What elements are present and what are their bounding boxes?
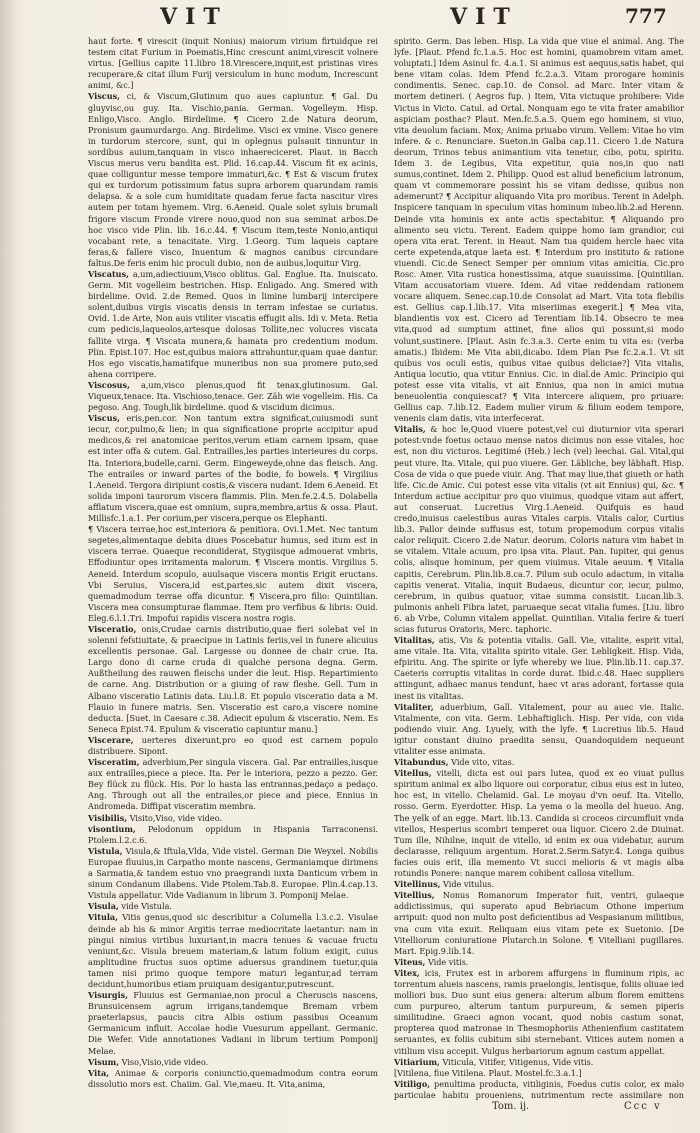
entry-headword: Vitiligo, (394, 1078, 431, 1089)
dictionary-entry (88, 846, 378, 901)
dictionary-entry (394, 1079, 684, 1100)
entry-headword: Viscus, (88, 91, 120, 102)
dictionary-entry (88, 91, 378, 269)
page-footer (0, 1101, 700, 1127)
entry-headword: Viscerare, (88, 734, 134, 745)
dictionary-entry (88, 413, 378, 524)
catchword: Ccc v (624, 1101, 662, 1112)
dictionary-entry (394, 36, 684, 424)
entry-headword: Vitabundus, (394, 757, 449, 768)
dictionary-entry (88, 1057, 378, 1068)
entry-headword: Visurgis, (88, 990, 129, 1001)
dictionary-entry (394, 424, 684, 635)
entry-text: Vide vitulus. (443, 879, 495, 890)
dictionary-entry (394, 957, 684, 968)
entry-headword: Vitalis, (394, 424, 426, 435)
entry-headword: Vitula, (88, 912, 118, 923)
entry-headword: Vitellus, (394, 768, 432, 779)
dictionary-entry (88, 901, 378, 912)
dictionary-entry (88, 269, 378, 380)
entry-headword: Viteus, (394, 956, 426, 967)
dictionary-entry (88, 1068, 378, 1090)
entry-text: Viso,Visio,vide video. (121, 1056, 209, 1067)
entry-text: Animae & corporis coniunctio,quemadmodum contra eorum dissolutio mors est. Chaiim. Gal. Vie,maeu. It. Vita,anima, (88, 1067, 378, 1089)
entry-headword: Visula, (88, 901, 119, 912)
entry-headword: Visceratio, (88, 623, 137, 634)
entry-text: Visula,& Iftula,Vlda, Vide vistel. German Die Weyxel. Nobilis Europae fluuius,in Carpatho monte nascens, Germaniamque dirimens a Sarmatia,& tandem estuo vno praegrandi iuxta Danticum vrbem in sinum Condanum illabens. Vide Ptolem.Tab.8. Europae. Plin.4.cap.13. Vistula appellatur. Vide Vadianum in librum 3. Pomponij Melae. (88, 845, 378, 901)
entry-text: spirito. Germ. Das leben. Hisp. La vida que viue el animal. Ang. The lyfe. [Plaut. Pfend fc.1.a.5. Hoc est homini, quamobrem vitam amet. voluptati.] Idem Asinul fc. 4.a.1. Si animus est aequus,satis habet, qui bene vitam colas. Idem Pfend fc.2.a.3. Vitam prorogare hominis condimentis. Senec. cap.10. de Consol. ad Marc. Inter vitam & mortem detineri. ( Aegros fup. ) Item, Vita victuque prohibere: Vide Victus in Victo. Catul. ad Ortal. Nonquam ego te vita frater amabilior aspiciam posthac? Plaut. Men.fc.5.a.5. Quem ego hominem, si viuo, vita deuolum faciam. Mox; Anima priuabo virum. Vellem: Vitae ho vim infere. & c. Renunciare. Sueton.in Galba cap.11. Cicero 1.de Natura deorum, Trinos tebus animantium vita tenetur, cibo, potu, spiritu. Idem 3. de Legibus, Vita expetitur, quia nos,in quo nati sumus,continet. Idem 2. Philipp. Quod est aliud beneficium latronum, quam vt commemorare possint his se vitam dedisse, quibus non ademerunt? ¶ Accipitur aliquando Vita pro moribus. Terent in Adelph. Inspicere tanquam in speculum vitas hominum iubeo.lib.2.ad Herenn. Deinde vita hominis ex ante actis spectabitur. ¶ Aliquando pro alimento seu victu. Terent. Eadem quippe homo iam grandior, cui opera vita erat. Terent. in Heaut. Nam tua quidem hercle haec vita certe expetenda,atque laeta est. ¶ Interdum pro instituto & ratione viuendi. Cic.de Senect Semper per omnium vitas amicitia. Cic.pro Rosc. Amer. Vita rustica honestissima, atque suauissima. [Quintilian. Vitam accusatoriam viuere. Idem. Ad vitae reddendam rationem vocare aliquem. Senec.cap.10.de Consolat ad Mart. Vita tota flebilis est. Gellius cap.1.lib.17. Vita miseriimas exegerit.] ¶ Mea vita, blandientis vox est. Cicero ad Terentiam lib.14. Obsecro te mea vita,quod ad sumptum attinet, fine alios qui possunt,si modo volunt,sustinere. [Plaut. Asin fc.3.a.3. Certe enim tu vita es: (verba amatis.) Ibidem: Me Vita abii,dicabo. Idem Plan Pse fc.2.a.1. Vt sit quibus vos oculi estis, quibus vitae quibus deliciae?] Vita vitalis, Antiqua locutio, qua vtitur Ennius. Cic. in dial.de Amic. Principio qui potest esse vita vitalis, vt ait Ennius, qua non in amici mutua beneuolentia conquiescat? ¶ Vita intercere aliquem, pro priuare: Gellius cap. 7.lib.12. Eadem mulier virum & filium eodem tempore, venenis clam datis, vita interfecerat. (394, 36, 684, 424)
dictionary-entry (394, 635, 684, 702)
entry-headword: Vistula, (88, 845, 123, 856)
entry-headword: Visibilis, (88, 812, 128, 823)
entry-headword: Vitellinus, (394, 879, 441, 890)
dictionary-entry (394, 890, 684, 957)
dictionary-entry (88, 380, 378, 413)
dictionary-entry (394, 1068, 684, 1079)
entry-text: ¶ Viscera terrae,hoc est,interiora & penitiora. Ovi.1.Met. Nec tantum segetes,alimentaque debita diues Poscebatur humus, sed itum est in viscera terrae. Quaeque recondiderat, Stygiisque admouerat vmbris, Effodiuntur opes irritamenta malorum. ¶ Viscera montis. Virgilius 5. Aeneid. Interdum scopulo, auulsaque viscera montis Erigit eructans. Vbi Seruius, Viscera,id est,partes,sic autem dixit viscera, quemadmodum terrae offa dicuntur. ¶ Viscera,pro filio: Quintilian. Viscera mea consumpturae flammae. Item pro verfibus & libris: Ouid. Eleg.6.l.1.Tri. Impofui rapidis viscera nostra rogis. (88, 524, 378, 623)
dictionary-entry (394, 702, 684, 757)
entry-text: ci, & Viscum,Glutinum quo aues capiuntur. ¶ Gal. Du gluyvisc,ou guy. Ita. Vischio,pania. German. Vogelleym. Hisp. Enligo,Visco. Anglo. Birdelime. ¶ Cicero 2.de Natura deorum, Pronisum gaumurdargo. Ang. Birdelime. Visci ex vmine. Visco genere in turdorum stercore, sunt, qui in oplegnus pulsauit tinnuntur in sordibus auium,tanquam in visco inhaereciceret. Plaut. in Bacch Viscus merus veru bandita est. Plid. 16.cap.44. Viscum fit ex acinis, quae colliguntur messe tempore immaturi,&c. ¶ Est & viscum frutex qui ex turdorum potissimum fatus supra arborem quarundam ramis delapsa. & a sole cum humiditate quadam ferue facta nascitur vires autem per totam hyemem. Virg. 6.Aeneid. Quale solet syluis brumali frigore viscum Fronde virere nouo,quod non sua seminat arbos.De hoc visco vide Plin. lib. 16.c.44. ¶ Viscum item,teste Nonio,antiqui vocabant rete, a tenacitate. Virg. 1.Georg. Tum laqueis captare feras,& fallere visco, Inuentum & magnos canibus circundare faltus.De feris enim hic proculi dubio, non de auibus,loquitur Virg. (88, 91, 378, 268)
entry-headword: Viscus, (88, 413, 120, 424)
page-gutter-shadow (0, 0, 18, 1133)
entry-text: vitelli, dicta est oui pars lutea, quod ex eo viuat pullus spiritum animal ex albo liquore oui corporatur, cibus eius est in luteo, hoc est, in vitello. Chelamid. Gal. Le moyau d'vn oeuf. Ita. Vitello, rosso. Germ. Eyerdotter. Hisp. La yema o la meolla del hueuo. Ang. The yelk of an egge. Mart. lib.13. Candida si croceos circumfluit vnda vitellos, Hesperius scombri temperet oua liquor. Cicero 2.de Diuinat. Tum ille, Nihilne, inquit de vitello, id enim ex oua videbatur, aurum declarasse, reliquum argentum. Horat.2.Serm.Satyr.4. Longa quibus facies ouis erit, illa memento Vt succi melioris & vt magis alba rotundis Ponere: nanque marem cohibent callosa vitellum. (394, 768, 684, 879)
entry-headword: visontium, (88, 823, 136, 834)
entry-text: & hoc le,Quod viuere potest,vel cui diuturnior vita sperari potest:vnde foetus octauo mense natos dicimus non esse vitales, hoc est, non diu victuros. Legitimé (Heb.) lech (vel) leechai. Gal. Vital,qui peut viure. Ita. Vitale, qui puo viuere. Ger. Läbliche, bey läbhaft. Hisp. Cosa de vida o que puede viuir. Ang. That may liue,that giueth or hath life. Cic.de Amic. Cui potest esse vita vitalis (vt ait Ennius) qui, &c. ¶ Interdum actiue accipitur pro quo viuimus, quodque vitam aut affert, aut conseruat. Lucretius Virg.1.Aeneid. Quifquis es haud credo,inuisus caelestibus auras Vitales carpis. Vitalis calor, Curtius lib.3. Pallor deinde suffusus est, totum propemodum corpus vitalis calor reliquit. Cicero 2.de Natur. deorum. Coloris natura vim habet in se vitalem. Vitale acuum, pro ipsa vita. Plaut. Pan. Iupiter, qui genus colis, alisque hominum, per quem viuimus. Vitale aeuum. ¶ Vitalia capitis, Cerebrum. Plin.lib.8.ca.7. Pilum sub oculo adactum, in vitalia capitis venerat. Vitalia, inquit Budaeus, dicuntur cor, iecur, pulmo, cerebrum, in quibus quatuor, vitae summa consistit. Lucan.lib.3. pulmonis anheli Fibra latet, paruaeque secat vitalia fumes. [Liu. libro 6. ab Vrbe, Column vitalem appellat. Quintilian. Vitalia ferire & tueri scias futurus Oratoris, Merc. taphoric. (394, 424, 684, 634)
dictionary-entry (394, 968, 684, 1057)
entry-text: Vitis genus,quod sic describitur a Columella l.3.c.2. Visulae deinde ab his & minor Argitis terrae mediocritate laetantur: nam in pingui nimius virtibus luxuriant,in macra tenues & vacuae fructu veniunt,&c. Visula breuem materiam,& latum folium exigit, cuius amplitudine fructus suos optime aduersus grandinem tuetur,quia tamen nisi primo quoque tempore maturi legantur,ad terram decidunt,humoribus etiam pruiquam desigantur,putrescunt. (88, 912, 378, 989)
entry-text: eris,pen.cor. Non tantum extra significat,cuiusmodi sunt iecur, cor,pulmo,& lien; in qua significatione proprie accipitur apud medicos,& rei anatomicae peritos,verum etiam carnem ipsam, quae est inter offa & cutem. Gal. Entrailles,les parties interieures du corps. Ita. Interiora,budelle,carni. Germ. Eingeweyde,ohne das fleisch. Ang. The entrailes or inward partes of the bodie, fo bowels. ¶ Virgilius 1.Aeneid. Tergora diripiunt costis,& viscera nudant. Idem 6.Aeneid. Et solida imponi taurorum viscera flammis. Plin. Men.fe.2.4.5. Dolabella afflatum viscera,quae est omnium, supra,membra,artus & ossa. Plaut. Millisfc.1.a.1. Per corium,per viscera,perque os Elephanti. (88, 413, 378, 524)
entry-text: Fluuius est Germaniae,non procul a Cheruscis nascens, Brunsuicensem agrum irrigans,tandemque Bremam vrbem praeterlapsus, paucis citra Albis ostium passibus Oceanum Germanicum influit. Accolae hodie Vuesurum appellant. Germanic. Die Wefer. Vide annotationes Vadiani in librum tertium Pomponij Melae. (88, 990, 378, 1056)
entry-headword: Visum, (88, 1056, 120, 1067)
entry-text: penultima producta, vitiliginis, Foedus cutis color, ex malo particulae habitu proueniens, nutrimentum recte assimilare non (394, 1078, 684, 1100)
dictionary-entry (88, 813, 378, 824)
entry-text: aduerbium, Gall. Vitalement, pour au auec vie. Italic. Vitalmente, con vita. Germ. Lebhaftiglich. Hisp. Per vida, con vida podiendo viuir. Ang. Lyuely, with the lyfe. ¶ Lucretius lib.5. Haud igitur constant diuino praedita sensu, Quandoquidem nequeunt vitaliter esse animata. (394, 701, 684, 756)
dictionary-entry (88, 824, 378, 846)
entry-text: atis, Vis & potentia vitalis. Gall. Vie, vitalite, esprit vital, ame vitale. Ita. Vita, vitalita spirito vitale. Ger. Lebligkeit. Hisp. Vida, efpiritu. Ang. The spirite or lyfe whereby we liue. Plin.lib.11. cap.37. Caeteris corruptis vitalitas in corde durat. Ibid.c.48. Haec suppliers attingunt, adhaec manus tendunt, haec vt aras adorant, fortasse quia inest iis vitalitas. (394, 635, 684, 701)
entry-headword: Vitaliter, (394, 701, 434, 712)
entry-text: icis, Frutex est in arborem affurgens in fluminum ripis, ac torrentum alueis nascens, ramis praelongis, lentisque, foliis oliuae ied molliori bus. Duo sunt eius genera: alterum album florem emittens cum purpureo, alterum tantum purpureum, & semen piperis similitudine. Graeci agnon vocant, quod nobis castum sonat, propterea quod matronae in Thesmophoriis Athenienfium castitatem seruantes, ex foliis cubitum sibi sternebant. Vitices autem nomen a vitilium visu accepit. Vulgus herbariorum agnum castum appellat. (394, 967, 684, 1056)
dictionary-entry (394, 879, 684, 890)
dictionary-entry (88, 735, 378, 757)
entry-headword: Vitiarium, (394, 1056, 440, 1067)
right-column (394, 36, 684, 1100)
entry-headword: Viscatus, (88, 268, 129, 279)
dictionary-entry (394, 768, 684, 879)
dictionary-entry (88, 990, 378, 1057)
entry-headword: Viscosus, (88, 379, 130, 390)
entry-text: haut forte. ¶ virescit (inquit Nonius) maiorum virium firtuidque rei testem citat Furium in Poematis,Hinc crescunt animi,virescit volnere virtus. [Gellius capite 11.libro 18.Virescere,inquit,est pristinas vires recuperare,& citat illum Furij versiculum in hunc modum, Increscunt animi, &c.] (88, 36, 378, 91)
entry-text: Pelodonum oppidum in Hispania Tarraconensi. Ptolem.l.2.c.6. (88, 823, 378, 845)
entry-text: uerteres dixerunt,pro eo quod est carnem populo distribuere. Sipont. (88, 734, 378, 756)
dictionary-entry (88, 624, 378, 735)
entry-headword: Vita, (88, 1067, 110, 1078)
page-number: 777 (625, 4, 667, 28)
entry-text: Vide vito, vitas. (451, 757, 515, 768)
left-column (88, 36, 378, 1100)
running-head (0, 4, 700, 34)
entry-headword: Visceratim, (88, 757, 140, 768)
entry-headword: Vitalitas, (394, 635, 435, 646)
entry-text: adverbium,Per singula viscera. Gal. Par entrailles,iusque aux entrailles,piece a piece. Ita. Per le interiora, pezzo a pezzo. Ger. Bey flück zu flück. His. Por lo hasta las entrannas,pedaço a pedaço. Ang. Through out all the entrailes,or piece and piece. Ennius in Andromeda. Diffipat visceratim membra. (88, 757, 378, 812)
dictionary-entry (88, 757, 378, 812)
entry-text: a,um,visco plenus,quod fit tenax,glutinosum. Gal. Viqueux,tenace. Ita. Vischioso,tenace. Ger. Zäh wie vogelleim. His. Ca pegoso. Ang. Tough,lik birdelime. quod & viscidum dicimus. (88, 379, 378, 413)
entry-text: Viticula, Vitifer, Vitigenus, Vide vitis. (442, 1056, 594, 1067)
dictionary-entry (394, 1057, 684, 1068)
dictionary-entry (88, 36, 378, 91)
dictionary-entry (394, 757, 684, 768)
entry-text: Vide vitis. (427, 956, 469, 967)
entry-text: a,um,adiectiuum,Visco oblitus. Gal. Englue. Ita. Inuiscato. Germ. Mit vogelleim bestrichen. Hisp. Enligado. Ang. Smered with birdelime. Ovid. 2.de Remed. Quos in limine lumbarij intercipere solent,duibus virgis viscatis densis in terram infestae se curiatus. Ovid. 1.de Arte, Non auis vtiliter viscatis effugit alis. Idi v. Meta. Retia cum pedicis,laqueolos,artesque dolosas Tollite,nec volucres viscata fallite virga. ¶ Viscata munera,& hamata pro credentium modum. Plin. Epist.107. Hoc est,quibus maiora attrahuntur,quam quae dantur. Hos ego viscatis,hamatifque muneribus non sua promere puto,sed ahena corripere. (88, 268, 378, 379)
entry-headword: Vitellius, (394, 890, 435, 901)
running-head-right-word: VIT (450, 4, 518, 30)
running-head-left-word: VIT (160, 4, 228, 30)
entry-text: [Vitilena, fiue Vitilena. Plaut. Mostel.fc.3.a.1.] (394, 1067, 582, 1078)
entry-text: Visito,Viso, vide video. (129, 812, 223, 823)
text-columns (88, 36, 686, 1100)
dictionary-entry (88, 524, 378, 624)
entry-text: onis,Crudae carnis distributio,quae fieri solebat vel in solenni fefstiuitate, & praecipue in Latinis feriis,vel in funere alicuius excellentis personae. Gal. Largesse ou donnee de chair crue. Ita. Largo dono di carne cruda di qualche persona degna. Germ. Außtheilung des rauwen fleischs under die leut. Hisp. Repartimiento de carne. Ang. Distribution or a giuing of raw fleshe. Gell. Tum in Albano visceratio Latinis data. Liu.l.8. Et populo visceratio data a M. Flauio in funere matris. Sen. Visceratio est caro,a viscere nomine deducta. [Suet. in Caesare c.38. Adiecit epulum & visceratio. Nem. Es Seneca Epist.74. Epulum & visceratio capiuntur manu.] (88, 623, 378, 734)
entry-text: Nonus Romanorum Imperator fuit, ventri, gulaeque addictissimus, qui superato apud Bebriacum Othone imperium arripuit: quod non multo post deficientibus ad Vespasianum militibus, vna cum vita exuit. Reliquam eius vitam pete ex Suetonio. [De Vitelliorum coniuratione Plutarch.in Solone. ¶ Vitelliani pugillares. Mart. Epig.9.lib.14. (394, 890, 684, 956)
volume-signature: Tom. ij. (492, 1101, 530, 1112)
dictionary-entry (88, 912, 378, 990)
entry-text: vide Vistula. (121, 901, 172, 912)
entry-headword: Vitex, (394, 967, 420, 978)
